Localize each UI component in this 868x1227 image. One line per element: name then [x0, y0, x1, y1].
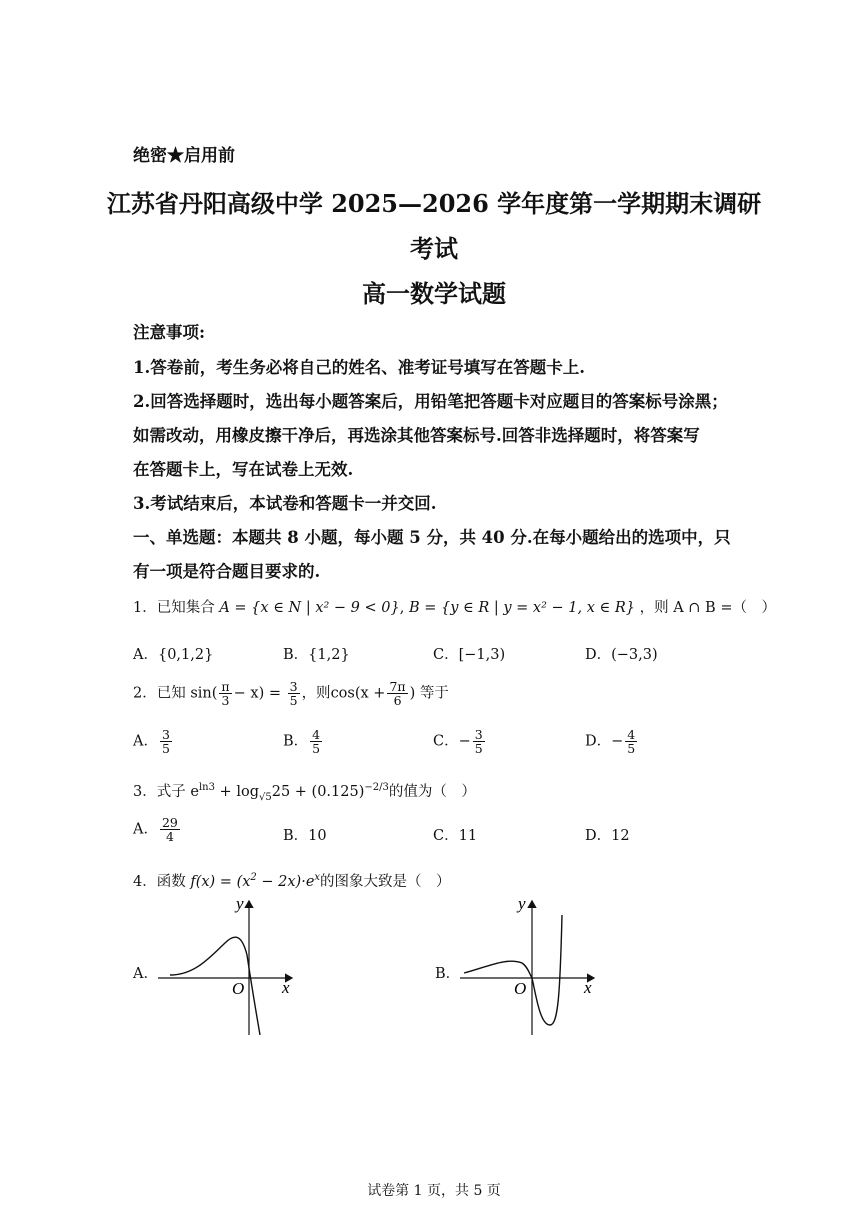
question-4 [133, 870, 451, 891]
q1-option-b: B．{1,2} [283, 647, 350, 663]
q3-prefix: 3．式子 [133, 784, 186, 800]
q4-graph-b [452, 895, 602, 1040]
q4-tail: 的图象大致是（ ） [320, 874, 451, 890]
q3-expression: $e^{ln3} + \log_{√5}25 + (0.125)^{-2/3}$ [190, 782, 389, 803]
q4-option-a-label: A． [133, 966, 158, 982]
section-heading-line1: 一、单选题：本题共 8 小题，每小题 5 分，共 40 分.在每小题给出的选项中，只 [133, 528, 731, 547]
q2-option-b: B． $\frac{4}{5}$ [283, 727, 321, 757]
notice-item-2-line1: 2.回答选择题时，选出每小题答案后，用铅笔把答题卡对应题目的答案标号涂黑； [133, 392, 728, 411]
notice-item-1: 1.答卷前，考生务必将自己的姓名、准考证号填写在答题卡上. [133, 358, 585, 377]
page-footer: 试卷第 1 页，共 5 页 [367, 1183, 501, 1199]
section-heading-line2: 有一项是符合题目要求的. [133, 562, 321, 581]
question-3 [133, 780, 476, 803]
q1-option-c: C．[−1,3) [433, 647, 506, 663]
q1-tail: ，则 A ∩ B =（ ） [639, 600, 776, 616]
notice-item-3: 3.考试结束后，本试卷和答题卡一并交回. [133, 494, 437, 513]
question-1: 1．已知集合 A = {x ∈ N | x² − 9 < 0}, B = {y ∈ R | y = x² − 1, x ∈ R} ，则 A ∩ B =（ ） [133, 600, 776, 616]
q3-option-b: B．10 [283, 828, 327, 844]
x-axis-label: x [282, 978, 290, 997]
q2-given-mid: − x) = [233, 685, 281, 702]
notice-heading: 注意事项: [133, 323, 206, 342]
q2-option-a: A． $\frac{3}{5}$ [133, 727, 170, 757]
q3-option-a: A． $\frac{29}{4}$ [133, 815, 178, 845]
q1-prefix: 1．已知集合 [133, 600, 215, 616]
q2-then: ，则 [301, 685, 331, 702]
q2-target-pre: cos(x + [330, 685, 386, 702]
q4-graph-a [150, 895, 300, 1040]
exam-title-line1: 江苏省丹阳高级中学 2025—2026 学年度第一学期期末调研 [106, 189, 762, 218]
curve-a [170, 937, 260, 1035]
q2-option-c: C．− $\frac{3}{5}$ [433, 727, 483, 757]
q2-prefix: 2．已知 [133, 685, 186, 702]
origin-label: O [514, 979, 527, 998]
q2-target-fraction: $\frac{7\pi}{6}$ [389, 679, 406, 709]
confidential-mark: 绝密★启用前 [133, 146, 235, 166]
q2-given-fraction: $\frac{\pi}{3}$ [221, 679, 230, 709]
q1-option-a: A．{0,1,2} [133, 647, 214, 663]
origin-label: O [232, 979, 245, 998]
q1-set-a: A = {x ∈ N | x² − 9 < 0} [219, 600, 400, 616]
q1-option-d: D．(−3,3) [585, 647, 658, 663]
q4-option-b-label: B． [435, 966, 461, 982]
y-axis-label: y [518, 895, 526, 913]
q2-given-pre: sin( [190, 685, 218, 702]
curve-b [464, 915, 562, 1025]
q1-set-b: B = {y ∈ R | y = x² − 1, x ∈ R} [408, 600, 635, 616]
q3-option-d: D．12 [585, 828, 630, 844]
question-2: 2．已知 sin( $\frac{\pi}{3}$ − x) = $\frac{3}{5}$ ，则cos(x + $\frac{7\pi}{6}$ ) 等于 [133, 679, 449, 709]
q3-option-c: C．11 [433, 828, 478, 844]
q4-expression: $f(x) = (x^2 - 2x)\cdot e^x$ [190, 872, 321, 890]
q4-prefix: 4．函数 [133, 874, 186, 890]
x-axis-label: x [584, 978, 592, 997]
exam-subject-title: 高一数学试题 [362, 279, 506, 308]
q2-given-value: $\frac{3}{5}$ [289, 679, 298, 709]
q3-tail: 的值为（ ） [388, 784, 476, 800]
notice-item-2-line3: 在答题卡上，写在试卷上无效. [133, 460, 354, 479]
notice-item-2-line2: 如需改动，用橡皮擦干净后，再选涂其他答案标号.回答非选择题时，将答案写 [133, 426, 700, 445]
q2-tail: 等于 [419, 685, 449, 702]
exam-title-line2: 考试 [410, 234, 458, 263]
y-axis-label: y [236, 895, 244, 913]
q2-option-d: D．− $\frac{4}{5}$ [585, 727, 636, 757]
